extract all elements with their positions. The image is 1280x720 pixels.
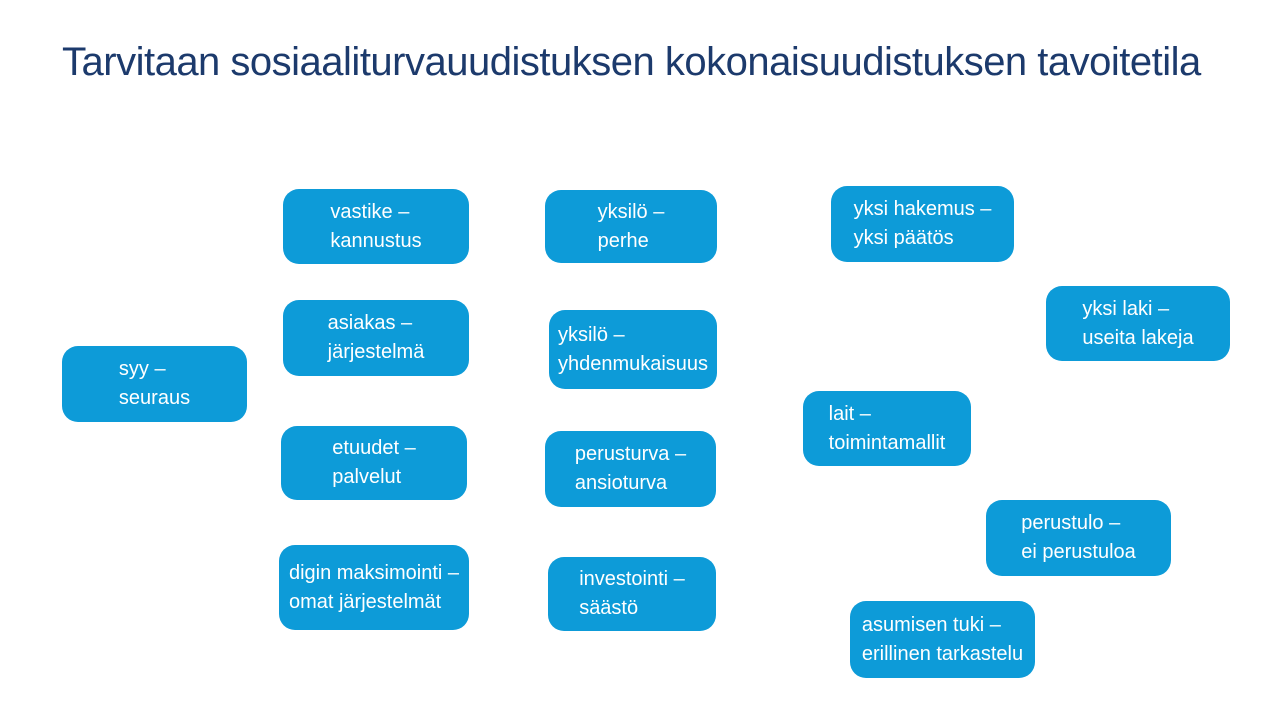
concept-box-text [854,195,992,253]
concept-box-text [332,434,415,492]
concept-box-text [575,440,686,498]
box-line-2: omat järjestelmät [288,590,442,613]
concept-box-vastike-kannustus [283,189,469,264]
concept-box-text [862,611,1023,669]
concept-box-lait-toimintamallit [803,391,971,466]
concept-box-text [330,198,421,256]
box-line-2: erillinen tarkastelu [861,642,1024,665]
box-line-1: vastike – [330,200,410,223]
concept-box-text [1021,509,1136,567]
box-line-2: ansioturva [574,472,668,494]
concept-box-etuudet-palvelut [281,426,467,500]
box-line-2: perhe [597,229,649,252]
concept-box-asumisen-tuki [850,601,1035,678]
concept-box-text [328,309,425,367]
box-line-1: perustulo – [1021,512,1121,534]
concept-box-yksi-hakemus [831,186,1014,262]
box-line-2: yhdenmukaisuus [557,352,709,375]
concept-box-digin-maksimointi [279,545,469,630]
box-line-1: yksi hakemus – [853,198,992,220]
box-line-2: seuraus [118,387,191,409]
concept-box-yksi-laki [1046,286,1230,361]
box-line-1: asumisen tuki – [861,613,1001,636]
concept-box-perustulo [986,500,1171,576]
box-line-1: digin maksimointi – [288,561,460,584]
concept-box-investointi-saasto [548,557,716,631]
concept-box-text [119,355,190,413]
box-line-1: etuudet – [332,437,416,459]
concept-box-text [558,321,708,379]
box-line-2: ei perustuloa [1021,541,1136,563]
concept-box-syy-seuraus [62,346,247,422]
box-line-2: palvelut [332,466,402,488]
box-line-1: asiakas – [327,312,413,334]
box-line-2: yksi päätös [853,227,954,249]
box-line-1: syy – [118,358,166,380]
concept-box-text [1082,295,1193,353]
concept-box-text [289,559,459,617]
box-line-2: useita lakeja [1082,326,1194,349]
box-line-2: järjestelmä [327,341,425,363]
concept-box-perusturva-ansioturva [545,431,716,507]
box-line-2: toimintamallit [828,431,946,454]
concept-box-text [829,400,946,458]
box-line-1: investointi – [579,568,685,590]
box-line-2: säästö [579,597,639,619]
slide-title: Tarvitaan sosiaaliturvauudistuksen kokonaisuudistuksen tavoitetila [62,40,1201,84]
box-line-1: yksilö – [597,200,665,223]
concept-box-text [598,198,665,256]
box-line-1: lait – [828,402,871,425]
box-line-1: yksi laki – [1082,297,1170,320]
box-line-1: perusturva – [574,443,687,465]
concept-box-yksilo-yhdenmukaisuus [549,310,717,389]
concept-box-yksilo-perhe [545,190,717,263]
box-line-1: yksilö – [557,323,625,346]
box-line-2: kannustus [330,229,422,252]
concept-box-text [579,565,685,623]
concept-box-asiakas-jarjestelma [283,300,469,376]
